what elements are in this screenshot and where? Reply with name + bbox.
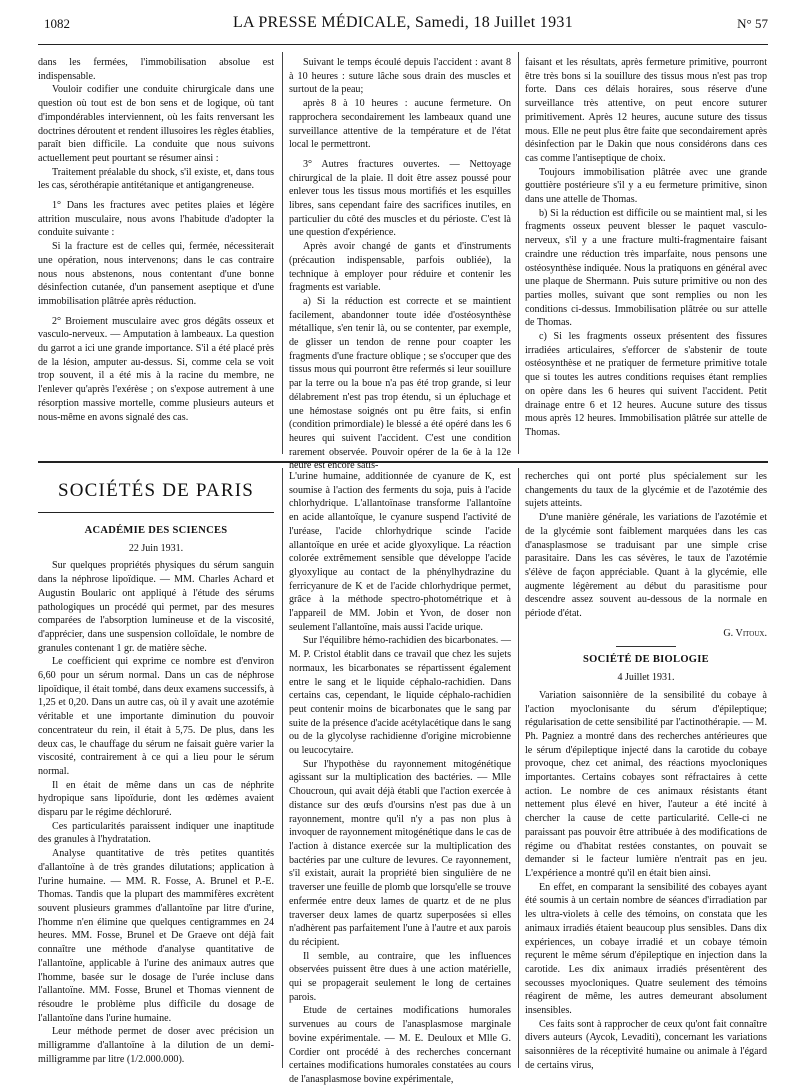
paragraph: Etude de certaines modifications humorales survenues au cours de l'anasplasmose marginale bovine expérimentale. — M. E. Deuloux et Mlle G. Cordier ont procédé à des recherches concernant certaines modifications humorales constatées au cours de l'anasplasmose bovine expérimentale, xyxy=(289,1005,511,1085)
society-heading: SOCIÉTÉ DE BIOLOGIE xyxy=(583,654,709,666)
paragraph: L'urine humaine, additionnée de cyanure de K, est soumise à l'action des ferments du soja, puis à l'acide chlorhydrique. L'allantoïnase transforme l'allantoïne en acide allantoïque, le cyanure suspend l'activité de l'uréase, l'acide chlorhydrique scinde l'acide allantoïque en urée et acide glyoxylique. La réaction colorée extrêmement sensible que développe l'acide glyoxylique au contact de la phénylhydrazine du ferricyanure de K et de l'acide chlorhydrique permet, grâce à la méthode spectro-photométrique et à l'appareil de MM. Jobin et Yvon, de doser non seulement l'allantoïne, mais aussi l'acide urique. xyxy=(289,471,511,633)
author-signature: G. Vitoux. xyxy=(723,627,767,639)
paragraph: Ces particularités paraissent indiquer une inaptitude des granules à l'hydratation. xyxy=(38,820,274,846)
bottom-column-3 xyxy=(525,470,767,1071)
bottom-column-1 xyxy=(38,522,274,1065)
paragraph: c) Si les fragments osseux présentent des fissures irradiées articulaires, s'efforcer de s'abstenir de toute ostéosynthèse et ne pratiquer de fermeture primitive totale que si toutes les autres conditions requises étant remplies on opère dans les 6 heures qui suivent l'accident. Petit drainage entre 6 et 12 heures. Aucune suture des tissus mous après 12 heures. Immobilisation plâtrée sur attelle de Thomas. xyxy=(525,331,767,438)
session-date: 22 Juin 1931. xyxy=(128,542,184,554)
paragraph: D'une manière générale, les variations de l'azotémie et de la glycémie sont faiblement marquées dans les cas d'anasplasmose se traduisant par une simple crise parasitaire. Dans les cas sévères, le taux de l'azotémie s'élève de façon appréciable. Quant à la glycémie, elle augmente légèrement au début du parasitisme pour descendre assez souvent au-dessous de la normale en période d'état. xyxy=(525,512,767,620)
paragraph: 1° Dans les fractures avec petites plaies et légère attrition musculaire, nous avons l'habitude d'adopter la conduite suivante : xyxy=(38,200,274,239)
paragraph: Toujours immobilisation plâtrée avec une grande gouttière postérieure s'il y a eu fermeture primitive, sinon dans une attelle de Thomas. xyxy=(525,166,767,206)
paragraph: Ces faits sont à rapprocher de ceux qu'ont fait connaître divers auteurs (Aycok, Levaditi), concernant les variations saisonnières de la réceptivité humaine ou animale à l'égard de certains virus, xyxy=(525,1018,767,1071)
top-column-3 xyxy=(525,56,767,456)
paragraph: Suivant le temps écoulé depuis l'accident : avant 8 à 10 heures : suture lâche sous drain des muscles et surtout de la peau; xyxy=(289,57,511,96)
paragraph: Vouloir codifier une conduite chirurgicale dans une question où tout est de bon sens et de logique, où tant d'impondérables interviennent, où les faits renversant les doctrines déroutent et rendent illusoires les règles établies, paraît bien difficile. La conduite que nous suivons actuellement peut pourtant se résumer ainsi : xyxy=(38,84,275,164)
paragraph: Après avoir changé de gants et d'instruments (précaution indispensable, parfois oubliée), la technique à employer pour réduire et contenir les fragments est variable. xyxy=(289,241,511,294)
paragraph: En effet, en comparant la sensibilité des cobayes ayant été soumis à un certain nombre de séances d'irradiation par les ultra-violets à celle des témoins, on constata que les animaux irradiés étaient beaucoup plus sensibles. Dans dix expériences, un cobaye irradié et un cobaye témoin reçurent le même sérum d'épileptique en injection dans la carotide. Les dix animaux irradiés présentèrent des secousses myocloniques. Quatre seulement des témoins réagirent de même, les autres demeurant absolument insensibles. xyxy=(525,881,767,1017)
session-date: 4 Juillet 1931. xyxy=(617,672,675,684)
paragraph: Il semble, au contraire, que les influences observées puissent être dues à une action matérielle, qui se propagerait seulement le long de certaines parois. xyxy=(289,950,511,1003)
bottom-column-2 xyxy=(289,470,511,1085)
paragraph: b) Si la réduction est difficile ou se maintient mal, si les fragments osseux peuvent blesser le paquet vasculo-nerveux, s'il y a une fracture multi-fragmentaire faisant craindre une réduction très imparfaite, nous pensons une ostéosynthèse indiquée. Nous la pratiquons en général avec une plaque de Shermann. Puis suture primitive ou non des parties molles, suivant que sont remplies ou non les conditions ci-dessus. Immobilisation plâtrée ou sur attelle de Thomas. xyxy=(525,207,767,329)
paragraph: Traitement préalable du shock, s'il existe, et, dans tous les cas, sérothérapie antitétanique et antigangreneuse. xyxy=(38,166,274,192)
paragraph: Le coefficient qui exprime ce nombre est d'environ 6,60 pour un sérum normal. Dans un cas de néphrose lipoïdique, il était tombé, dans deux examens successifs, à 1,25 et 0,20. Dans un autre cas, où il y avait une azotémie véritable et une importante diminution du pouvoir concentrateur du rein, il était à 5,75. De plus, dans les deux cas, le chauffage du sérum ne faisait guère varier la viscosité, contrairement à ce qui a lieu pour le sérum normal. xyxy=(38,656,274,777)
paragraph: Sur l'hypothèse du rayonnement mitogénétique agissant sur la multiplication des bactéries. — Mlle Choucroun, qui avait déjà établi que l'action exercée à distance sur des œufs d'oursins n'est pas due à un rayonnement, montre qu'il n'y a pas non plus à invoquer de rayonnement mitogénétique dans le cas de l'action à distance exercée sur la multiplication des bactéries par une culture de levures. Ce rayonnement, s'il existait, aurait la propriété bien singulière de ne traverser une feuille de plomb que lorsqu'elle se trouve enfermée entre deux lames de quartz et de ne plus traverser deux lames de quartz superposées si elles n'adhèrent pas parfaitement l'une à l'autre et aux parois du récipient. xyxy=(289,758,511,948)
page-number: 1082 xyxy=(44,16,70,31)
paragraph: dans les fermées, l'immobilisation absolue est indispensable. xyxy=(38,57,274,82)
paragraph: 3° Autres fractures ouvertes. — Nettoyage chirurgical de la plaie. Il doit être assez poussé pour enlever tous les tissus mous mortifiés et les esquilles libres, sans cependant faire des sacrifices inutiles, en particulier du côté des muscles et du périoste. C'est là une question d'expérience. xyxy=(289,158,511,239)
society-heading: ACADÉMIE DES SCIENCES xyxy=(84,525,228,536)
top-column-1 xyxy=(38,56,274,456)
column-divider xyxy=(282,468,283,1068)
separator xyxy=(616,646,676,647)
section-rule xyxy=(38,461,768,463)
paragraph: a) Si la réduction est correcte et se maintient facilement, abandonner toute idée d'ostéosynthèse métallique, s'en tenir là, ou se contenter, par exemple, de glisser un tendon de renne pour coapter les fragments d'une fracture oblique ; se s'occuper que des tissus mous qui pourront être refermés si leur souillure par la terre ou la boue n'a pas été trop grande, si leur délabrement n'est pas trop étendu, si un épluchage et une hémostase soignés ont pu être faits, si enfin (condition primordiale) le blessé a été opéré dans les 6 heures qui suivent l'accident. C'est une condition rarement observée. Pouvoir opérer de la 6e à la 12e heure est encore satis- xyxy=(289,295,511,472)
paragraph: 2° Broiement musculaire avec gros dégâts osseux et vasculo-nerveux. — Amputation à lambeaux. La question du garrot a ici une grande importance. S'il a été placé près de la lésion, amputer au-dessus. Si, comme cela se voit trop souvent, il a été mis à la racine du membre, ne l'enlever qu'après l'exérèse ; on s'expose autrement à une résorption massive mortelle, comme plusieurs auteurs et nous-même en avons signalé des cas. xyxy=(38,315,274,423)
paragraph: Sur l'équilibre hémo-rachidien des bicarbonates. — M. P. Cristol établit dans ce travail que chez les sujets normaux, les bicarbonates se répartissent également entre le sang et le liquide céphalo-rachidien. Dans certains cas, cependant, le liquide céphalo-rachidien peut contenir moins de bicarbonates que le sang par suite de la présence d'acide acétylacétique dans le sang ou de la glycolyse rachidienne d'origine microbienne ou leucocytaire. xyxy=(289,635,511,757)
top-column-2 xyxy=(289,56,511,472)
header-rule xyxy=(38,44,768,45)
paragraph: faisant et les résultats, après fermeture primitive, pourront être très bons si la souillure des tissus mous n'est pas trop forte. Dans ces délais horaires, sous réserve d'une surveillance très attentive, on peut encore suturer primitivement. Après 12 heures, aucune suture des tissus mous. Elle ne peut plus être faite que secondairement après désinfection par le Dakin que nous considérons dans ces cas comme l'antiseptique de choix. xyxy=(525,57,767,164)
paragraph: Variation saisonnière de la sensibilité du cobaye à l'action myoclonisante du sérum d'épileptique; régularisation de cette sensibilité par l'actinothérapie. — M. Ph. Pagniez a montré dans des recherches antérieures que le sérum d'épileptique injecté dans la carotide du cobaye provoque, chez cet animal, des réactions myocloniques importantes. Certains cobayes sont réfractaires à cette action. Le nombre de ces animaux résistants étant nettement plus élevé en hiver, l'auteur a été incité à chercher la cause de cette particularité. Celle-ci ne paraissant pas pouvoir être attribuée à des modifications de régime ou d'habitat restées constantes, on pouvait se demander si le facteur lumière n'entrait pas en jeu. L'expérience a montré qu'il en était bien ainsi. xyxy=(525,689,767,879)
column-divider xyxy=(282,52,283,454)
paragraph: Si la fracture est de celles qui, fermée, nécessiterait une opération, nous intervenons; dans le cas contraire nous nous abstenons, nous contentant d'une bonne désinfection cutanée, d'un pansement aseptique et d'une immobilisation plâtrée après réduction. xyxy=(38,241,274,307)
column-divider xyxy=(518,52,519,454)
column-divider xyxy=(518,468,519,1068)
paragraph: Sur quelques propriétés physiques du sérum sanguin dans la néphrose lipoïdique. — MM. Charles Achard et Augustin Boularic ont appliqué à l'étude des sérums pathologiques un procédé qui permet, par des mesures comparées de l'absorption lumineuse et de la viscosité, d'apprécier, dans une suspension colloïdale, le nombre de granules contenant 1 gr. de matière sèche. xyxy=(38,560,274,654)
paragraph: Il en était de même dans un cas de néphrite hydropique sans lipoïdurie, dont les œdèmes avaient disparu par le régime déchloruré. xyxy=(38,779,274,819)
journal-title: LA PRESSE MÉDICALE, Samedi, 18 Juillet 1931 xyxy=(232,14,574,31)
running-header xyxy=(38,10,768,38)
paragraph: Analyse quantitative de très petites quantités d'allantoïne à de très grandes dilutations; application à l'urine humaine. — MM. R. Fosse, A. Brunel et P.-E. Thomas. Tandis que la plupart des mammifères excrètent souvent plusieurs grammes d'allantoïne par litre d'urine, l'homme n'en élimine que quelques centigrammes en 24 heures. MM. Fosse, Brunel et De Graeve ont déjà fait connaître une méthode d'analyse quantitative de l'allantoïne, applicable à l'urine des animaux autres que l'homme, basée sur le dosage de l'urée incluse dans l'allantoïne. MM. Fosse, Brunel et Thomas viennent de résoudre le problème plus difficile du dosage de l'allantoïne dans l'urine humaine. xyxy=(38,848,274,1024)
section-title: SOCIÉTÉS DE PARIS xyxy=(57,480,254,501)
paragraph: recherches qui ont porté plus spécialement sur les changements du taux de la glycémie et de l'azotémie des sujets atteints. xyxy=(525,471,767,510)
issue-number: N° 57 xyxy=(737,16,768,31)
title-rule xyxy=(38,512,274,513)
paragraph: après 8 à 10 heures : aucune fermeture. On rapprochera secondairement les lambeaux quand une surveillance attentive de la température et de l'état local le permettront. xyxy=(289,98,511,151)
paragraph: Leur méthode permet de doser avec précision un milligramme d'allantoïne à la dilution de un demi-milligramme par litre (1/2.000.000). xyxy=(38,1026,274,1065)
